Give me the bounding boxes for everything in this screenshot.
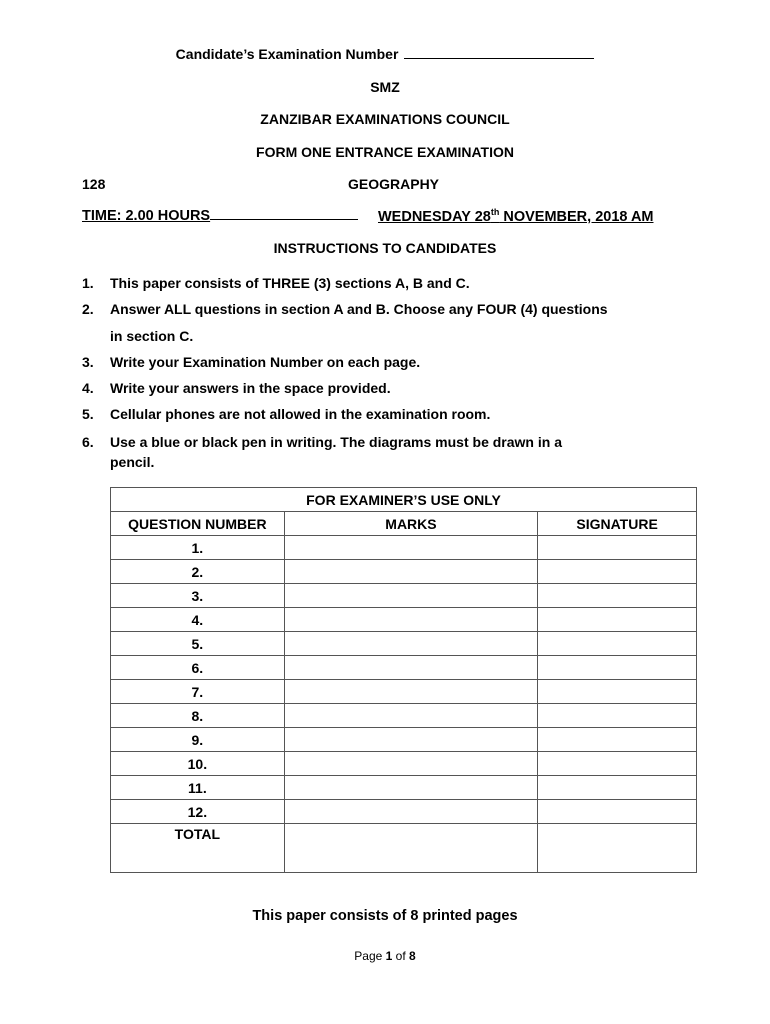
marks-cell[interactable] [284,584,537,608]
instruction-number: 2. [82,301,94,318]
instruction-number: 6. [82,433,94,450]
page-of: of [392,949,410,963]
marks-cell[interactable] [284,800,537,824]
table-row [111,776,697,800]
page-total: 8 [409,949,416,963]
question-number-cell: 11. [111,776,285,800]
marks-cell[interactable] [284,776,537,800]
total-label: TOTAL [111,824,285,873]
instruction-item [82,270,692,296]
question-number-cell: 8. [111,704,285,728]
exam-title: FORM ONE ENTRANCE EXAMINATION [256,144,514,160]
marks-cell[interactable] [284,680,537,704]
time-allowed [82,207,358,224]
instructions-list [82,270,692,472]
table-row [111,560,697,584]
examiner-table-title: FOR EXAMINER’S USE ONLY [111,488,697,512]
instructions-title: INSTRUCTIONS TO CANDIDATES [273,240,497,256]
page-number [0,949,770,963]
column-header-question: QUESTION NUMBER [111,512,285,536]
candidate-number-blank[interactable] [404,44,594,59]
table-row [111,584,697,608]
signature-cell[interactable] [538,632,697,656]
table-row [111,632,697,656]
page-current: 1 [385,949,393,963]
signature-cell[interactable] [538,704,697,728]
signature-cell[interactable] [538,776,697,800]
marks-cell[interactable] [284,536,537,560]
instruction-item [82,349,692,375]
signature-cell[interactable] [538,680,697,704]
instruction-text: Write your Examination Number on each page. [110,353,421,370]
instruction-text: Write your answers in the space provided. [110,380,391,397]
table-row [111,680,697,704]
smz-label: SMZ [370,79,400,95]
exam-date-suffix: NOVEMBER, 2018 AM [499,208,654,225]
instruction-number: 3. [82,353,94,370]
candidate-number-line [0,44,770,62]
instruction-item [82,375,692,401]
instruction-number: 4. [82,380,94,397]
table-row [111,536,697,560]
total-signature-cell[interactable] [538,824,697,873]
question-number-cell: 4. [111,608,285,632]
marks-cell[interactable] [284,632,537,656]
signature-cell[interactable] [538,560,697,584]
table-row [111,704,697,728]
council-title: ZANZIBAR EXAMINATIONS COUNCIL [260,111,510,127]
marks-cell[interactable] [284,728,537,752]
table-row [111,608,697,632]
exam-date-sup: th [490,207,500,217]
exam-date-prefix: WEDNESDAY 28 [378,208,491,225]
marks-cell[interactable] [284,752,537,776]
column-header-marks: MARKS [284,512,537,536]
examiner-table [110,487,697,873]
marks-cell[interactable] [284,704,537,728]
signature-cell[interactable] [538,656,697,680]
signature-cell[interactable] [538,800,697,824]
instruction-text-continued: pencil. [110,453,155,470]
question-number-cell: 2. [111,560,285,584]
question-number-cell: 7. [111,680,285,704]
instruction-item [82,428,692,472]
time-underline [210,207,358,220]
exam-date [378,207,654,225]
instruction-item [82,296,692,349]
time-label: TIME: 2.00 HOURS [82,208,211,224]
table-row [111,728,697,752]
signature-cell[interactable] [538,536,697,560]
question-number-cell: 1. [111,536,285,560]
question-number-cell: 3. [111,584,285,608]
signature-cell[interactable] [538,608,697,632]
signature-cell[interactable] [538,728,697,752]
signature-cell[interactable] [538,752,697,776]
table-row [111,800,697,824]
table-row [111,752,697,776]
marks-cell[interactable] [284,656,537,680]
instruction-text-continued: in section C. [110,327,194,344]
page-prefix: Page [354,949,386,963]
printed-pages-note: This paper consists of 8 printed pages [252,908,518,924]
instruction-number: 1. [82,275,94,291]
signature-cell[interactable] [538,584,697,608]
instruction-text: This paper consists of THREE (3) sections A, B and C. [110,275,470,291]
instruction-number: 5. [82,406,94,423]
paper-code: 128 [82,176,106,192]
total-marks-cell[interactable] [284,824,537,873]
column-header-signature: SIGNATURE [538,512,697,536]
instruction-item [82,401,692,427]
question-number-cell: 12. [111,800,285,824]
marks-cell[interactable] [284,608,537,632]
question-number-cell: 5. [111,632,285,656]
instruction-text: Answer ALL questions in section A and B. Choose any FOUR (4) questions [110,301,608,318]
instruction-text: Cellular phones are not allowed in the examination room. [110,406,491,423]
table-row [111,656,697,680]
marks-cell[interactable] [284,560,537,584]
question-number-cell: 10. [111,752,285,776]
question-number-cell: 9. [111,728,285,752]
instruction-text: Use a blue or black pen in writing. The diagrams must be drawn in a [110,433,562,450]
question-number-cell: 6. [111,656,285,680]
subject-title: GEOGRAPHY [348,176,440,192]
total-row [111,824,697,873]
candidate-number-label: Candidate’s Examination Number [175,46,399,62]
